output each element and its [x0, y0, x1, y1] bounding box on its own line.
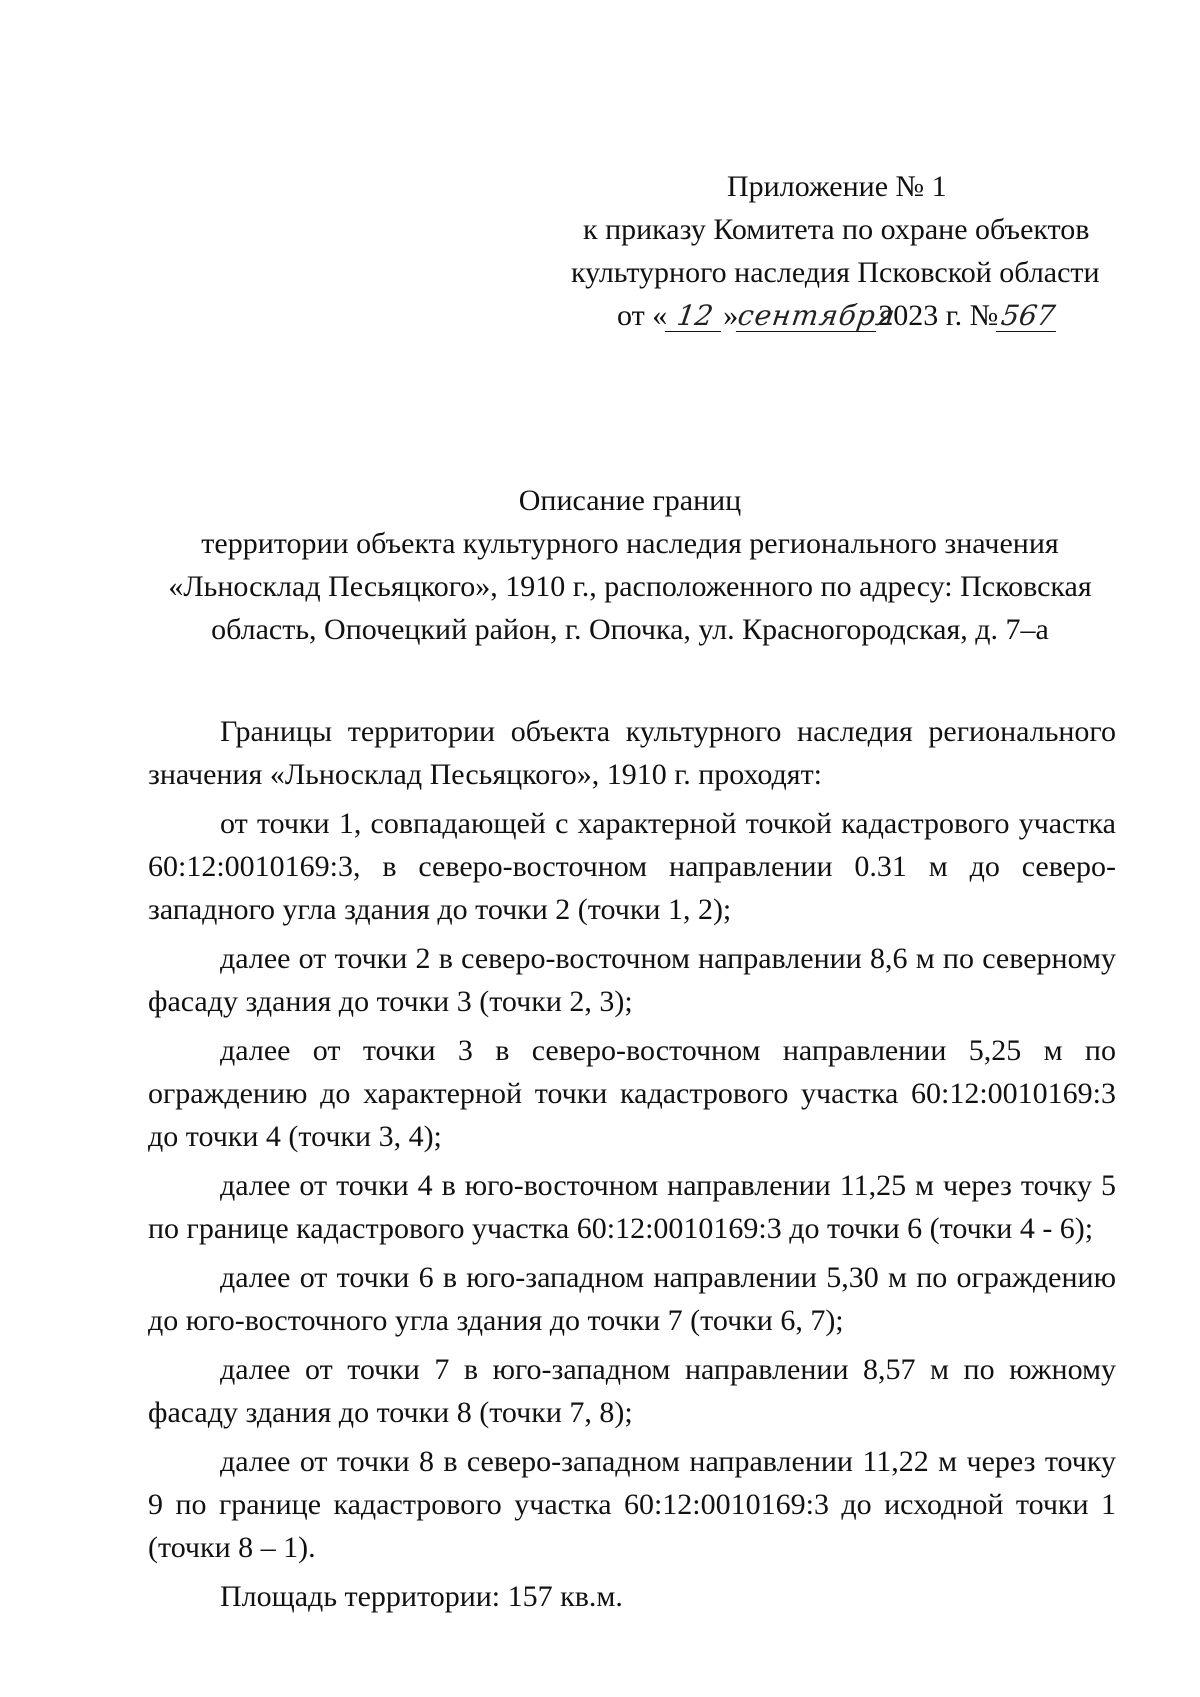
- paragraph-intro: Границы территории объекта культурного наследия регионального значения «Льносклад Песьяцкого», 1910 г. проходят:: [148, 715, 1116, 791]
- handwritten-month: сентября: [736, 299, 899, 332]
- document-title: [150, 479, 1110, 651]
- paragraph-point-4: далее от точки 4 в юго-восточном направлении 11,25 м через точку 5 по границе кадастрового участка 60:12:0010169:3 до точки 6 (точки 4 - 6);: [148, 1169, 1116, 1245]
- date-year: 2023 г. №: [878, 299, 999, 332]
- appendix-number: Приложение № 1: [727, 170, 947, 203]
- handwritten-day: 12: [665, 301, 725, 332]
- title-line-1: Описание границ: [518, 484, 742, 517]
- date-quote-close: »: [723, 299, 739, 332]
- date-prefix: от «: [617, 299, 668, 332]
- paragraph-point-1: от точки 1, совпадающей с характерной точкой кадастрового участка 60:12:0010169:3, в северо-восточном направлении 0.31 м до северо-западного угла здания до точки 2 (точки 1, 2);: [148, 807, 1116, 926]
- committee-name: культурного наследия Псковской области: [571, 256, 1100, 289]
- title-line-4: область, Опочецкий район, г. Опочка, ул. Красногородская, д. 7–а: [211, 613, 1049, 646]
- paragraph-point-3: далее от точки 3 в северо-восточном направлении 5,25 м по ограждению до характерной точки кадастрового участка 60:12:0010169:3 до точки 4 (точки 3, 4);: [148, 1034, 1116, 1153]
- handwritten-order-number: 567: [996, 301, 1060, 332]
- paragraph-point-6: далее от точки 6 в юго-западном направлении 5,30 м по ограждению до юго-восточного угла здания до точки 7 (точки 6, 7);: [148, 1261, 1116, 1337]
- paragraph-area: Площадь территории: 157 кв.м.: [220, 1580, 623, 1613]
- order-reference: к приказу Комитета по охране объектов: [583, 213, 1090, 246]
- paragraph-point-7: далее от точки 7 в юго-западном направлении 8,57 м по южному фасаду здания до точки 8 (точки 7, 8);: [148, 1353, 1116, 1429]
- title-line-2: территории объекта культурного наследия регионального значения: [201, 527, 1059, 560]
- title-line-3: «Льносклад Песьяцкого», 1910 г., расположенного по адресу: Псковская: [168, 570, 1092, 603]
- document-body: [148, 710, 1116, 1618]
- order-date-line: [617, 299, 1058, 333]
- paragraph-point-8: далее от точки 8 в северо-западном направлении 11,22 м через точку 9 по границе кадастрового участка 60:12:0010169:3 до исходной точки 1 (точки 8 – 1).: [148, 1445, 1116, 1564]
- paragraph-point-2: далее от точки 2 в северо-восточном направлении 8,6 м по северному фасаду здания до точки 3 (точки 2, 3);: [148, 942, 1116, 1018]
